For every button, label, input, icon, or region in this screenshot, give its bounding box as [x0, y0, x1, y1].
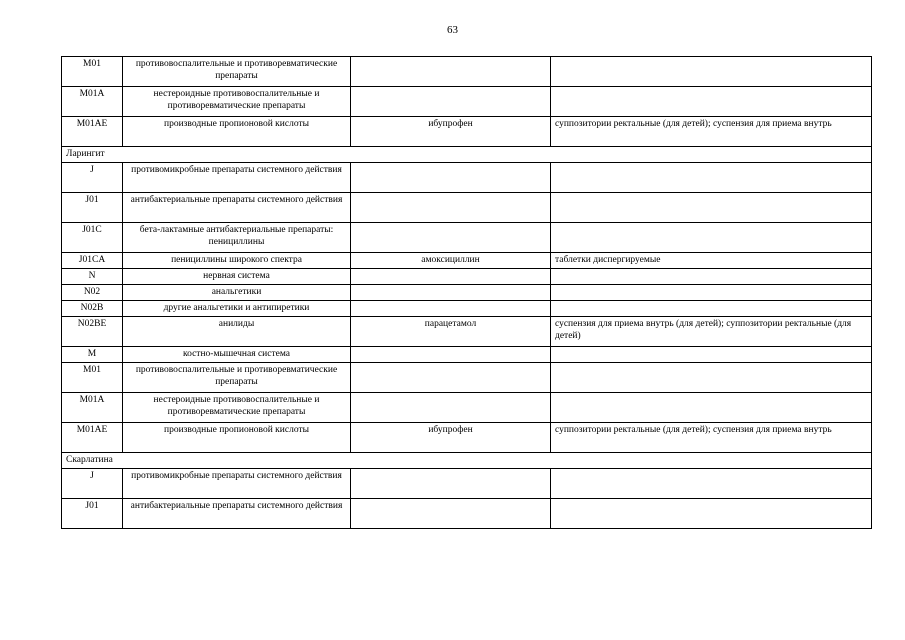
atc-group-cell: противовоспалительные и противоревматические препараты [123, 57, 351, 87]
atc-code-cell: N02 [62, 285, 123, 301]
atc-group-cell: нестероидные противовоспалительные и противоревматические препараты [123, 87, 351, 117]
table-row [62, 163, 872, 193]
table-row [62, 469, 872, 499]
dosage-form-cell [551, 87, 872, 117]
drug-name-cell [351, 193, 551, 223]
atc-code-cell: J [62, 469, 123, 499]
table-row [62, 253, 872, 269]
drug-name-cell [351, 87, 551, 117]
dosage-form-cell [551, 301, 872, 317]
atc-code-cell: J01 [62, 193, 123, 223]
drug-name-cell: ибупрофен [351, 423, 551, 453]
atc-group-cell: анальгетики [123, 285, 351, 301]
atc-group-cell: противовоспалительные и противоревматические препараты [123, 363, 351, 393]
dosage-form-cell: таблетки диспергируемые [551, 253, 872, 269]
section-row [62, 147, 872, 163]
drug-name-cell [351, 269, 551, 285]
dosage-form-cell [551, 193, 872, 223]
dosage-form-cell [551, 469, 872, 499]
dosage-form-cell: суппозитории ректальные (для детей); суспензия для приема внутрь [551, 117, 872, 147]
atc-group-cell: анилиды [123, 317, 351, 347]
atc-code-cell: J01CA [62, 253, 123, 269]
dosage-form-cell [551, 499, 872, 529]
drug-name-cell [351, 163, 551, 193]
atc-code-cell: J [62, 163, 123, 193]
table-row [62, 363, 872, 393]
atc-code-cell: N02B [62, 301, 123, 317]
atc-code-cell: M01A [62, 393, 123, 423]
drug-table [61, 56, 872, 529]
atc-group-cell: костно-мышечная система [123, 347, 351, 363]
atc-code-cell: M01 [62, 363, 123, 393]
atc-code-cell: N02BE [62, 317, 123, 347]
atc-code-cell: M01AE [62, 117, 123, 147]
atc-code-cell: J01C [62, 223, 123, 253]
atc-group-cell: бета-лактамные антибактериальные препараты: пенициллины [123, 223, 351, 253]
table-row [62, 393, 872, 423]
table-row [62, 193, 872, 223]
atc-code-cell: M [62, 347, 123, 363]
atc-group-cell: противомикробные препараты системного действия [123, 469, 351, 499]
table-row [62, 223, 872, 253]
atc-group-cell: нестероидные противовоспалительные и противоревматические препараты [123, 393, 351, 423]
dosage-form-cell [551, 347, 872, 363]
table-row [62, 301, 872, 317]
drug-name-cell [351, 469, 551, 499]
atc-group-cell: антибактериальные препараты системного действия [123, 193, 351, 223]
drug-name-cell [351, 363, 551, 393]
atc-code-cell: M01 [62, 57, 123, 87]
dosage-form-cell [551, 163, 872, 193]
dosage-form-cell: суппозитории ректальные (для детей); суспензия для приема внутрь [551, 423, 872, 453]
atc-group-cell: производные пропионовой кислоты [123, 423, 351, 453]
drug-name-cell [351, 347, 551, 363]
table-row [62, 117, 872, 147]
drug-name-cell [351, 57, 551, 87]
dosage-form-cell [551, 393, 872, 423]
table-row [62, 499, 872, 529]
table-row [62, 347, 872, 363]
drug-name-cell [351, 223, 551, 253]
dosage-form-cell [551, 57, 872, 87]
atc-code-cell: N [62, 269, 123, 285]
atc-code-cell: J01 [62, 499, 123, 529]
atc-group-cell: антибактериальные препараты системного действия [123, 499, 351, 529]
atc-code-cell: M01AE [62, 423, 123, 453]
table-row [62, 317, 872, 347]
dosage-form-cell: суспензия для приема внутрь (для детей); суппозитории ректальные (для детей) [551, 317, 872, 347]
table-row [62, 423, 872, 453]
atc-code-cell: M01A [62, 87, 123, 117]
atc-group-cell: производные пропионовой кислоты [123, 117, 351, 147]
drug-name-cell: парацетамол [351, 317, 551, 347]
dosage-form-cell [551, 285, 872, 301]
section-heading: Скарлатина [62, 453, 872, 469]
table-row [62, 285, 872, 301]
drug-name-cell: амоксициллин [351, 253, 551, 269]
drug-name-cell [351, 285, 551, 301]
atc-group-cell: пенициллины широкого спектра [123, 253, 351, 269]
atc-group-cell: противомикробные препараты системного действия [123, 163, 351, 193]
section-row [62, 453, 872, 469]
table-row [62, 269, 872, 285]
drug-name-cell [351, 301, 551, 317]
drug-name-cell: ибупрофен [351, 117, 551, 147]
page-number: 63 [447, 24, 458, 36]
table-row [62, 57, 872, 87]
atc-group-cell: другие анальгетики и антипиретики [123, 301, 351, 317]
drug-name-cell [351, 393, 551, 423]
dosage-form-cell [551, 269, 872, 285]
section-heading: Ларингит [62, 147, 872, 163]
drug-name-cell [351, 499, 551, 529]
dosage-form-cell [551, 223, 872, 253]
dosage-form-cell [551, 363, 872, 393]
atc-group-cell: нервная система [123, 269, 351, 285]
table-row [62, 87, 872, 117]
